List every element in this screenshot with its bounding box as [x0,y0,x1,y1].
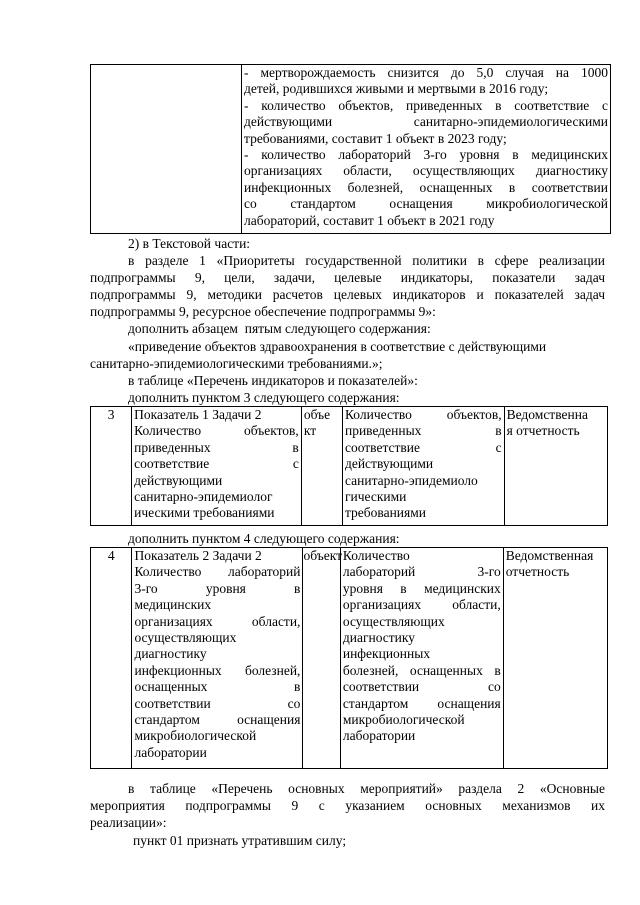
indicator-4-table [90,547,608,769]
source-cell: Ведомственная отчетность [503,548,607,769]
item-01-text: пункт 01 признать утратившим силу; [133,833,347,848]
targets-table-empty-cell [91,65,242,234]
targets-line: - количество лабораторий 3-го уровня в медицинских [244,147,608,163]
targets-line: требованиями, составит 1 объект в 2023 году; [244,130,507,146]
targets-line: действующими санитарно-эпидемиологическими [244,114,608,130]
targets-line: организациях области, осуществляющих диагностику [244,163,608,179]
indicator-3-table [90,406,608,526]
add-paragraph-text: дополнить абзацем пятым следующего содержания: [128,321,431,336]
targets-table [90,64,611,234]
unit-cell: объект [303,548,340,769]
indicators-table-ref: в таблице «Перечень индикаторов и показателей»: [128,373,418,388]
targets-line: со стандартом оснащения микробиологической [244,196,608,212]
measures-paragraph-line: реализации»: [90,815,167,830]
quote-line: «приведение объектов здравоохранения в соответствие с действующими [128,339,547,354]
measures-paragraph-line: в таблице «Перечень основных мероприятий» раздела 2 «Основные [128,781,605,796]
targets-line: - мертворождаемость снизится до 5,0 случая на 1000 [244,65,608,80]
add-item-3-text: дополнить пунктом 3 следующего содержания: [128,390,400,405]
source-cell: Ведомственна я отчетность [504,407,607,526]
targets-table-text-cell [242,65,611,234]
measures-paragraph-line: мероприятия подпрограммы 9 с указанием основных механизмов их [90,798,605,813]
targets-line: - количество объектов, приведенных в соответствие с [244,97,608,113]
row-number: 4 [91,548,132,769]
targets-line: инфекционных болезней, оснащенных в соответствии [244,179,608,195]
indicator-name-cell: Показатель 1 Задачи 2 Количество объектов, приведенных в соответствие с действующими санитарно-эпидемиолог ическими требованиями [132,407,302,526]
targets-line: детей, родившихся живыми и мертвыми в 2016 году; [244,81,549,97]
section-paragraph-line: подпрограммы 9, цели, задачи, целевые индикаторы, показатели задач [90,270,605,285]
indicator-name-cell: Показатель 2 Задачи 2 Количество лабораторий 3-го уровня в медицинских организациях области, осуществляющих диагностику инфекционных болезней, оснащенных в соответствии со стандартом оснащения микробиологической лаборатории [132,548,303,769]
add-item-4-text: дополнить пунктом 4 следующего содержания: [128,531,400,546]
unit-cell: объе кт [301,407,342,526]
section-paragraph-line: в разделе 1 «Приоритеты государственной политики в сфере реализации [128,253,605,268]
definition-cell: Количество лабораторий 3-го уровня в медицинских организациях области, осуществляющих диагностику инфекционных болезней, оснащенных в соответствии со стандартом оснащения микробиологической лаборатории [340,548,503,769]
definition-cell: Количество объектов, приведенных в соответствие с действующими санитарно-эпидемиоло гическими требованиями [342,407,504,526]
item-2-heading: 2) в Текстовой части: [128,236,251,251]
targets-line: лабораторий, составит 1 объект в 2021 году [244,212,495,228]
section-paragraph-line: подпрограммы 9, ресурсное обеспечение подпрограммы 9»: [90,304,436,319]
row-number: 3 [91,407,132,526]
section-paragraph-line: подпрограммы 9, методики расчетов целевых индикаторов и показателей задач [90,287,605,302]
quote-line: санитарно-эпидемиологическими требованиями.»; [90,356,383,371]
